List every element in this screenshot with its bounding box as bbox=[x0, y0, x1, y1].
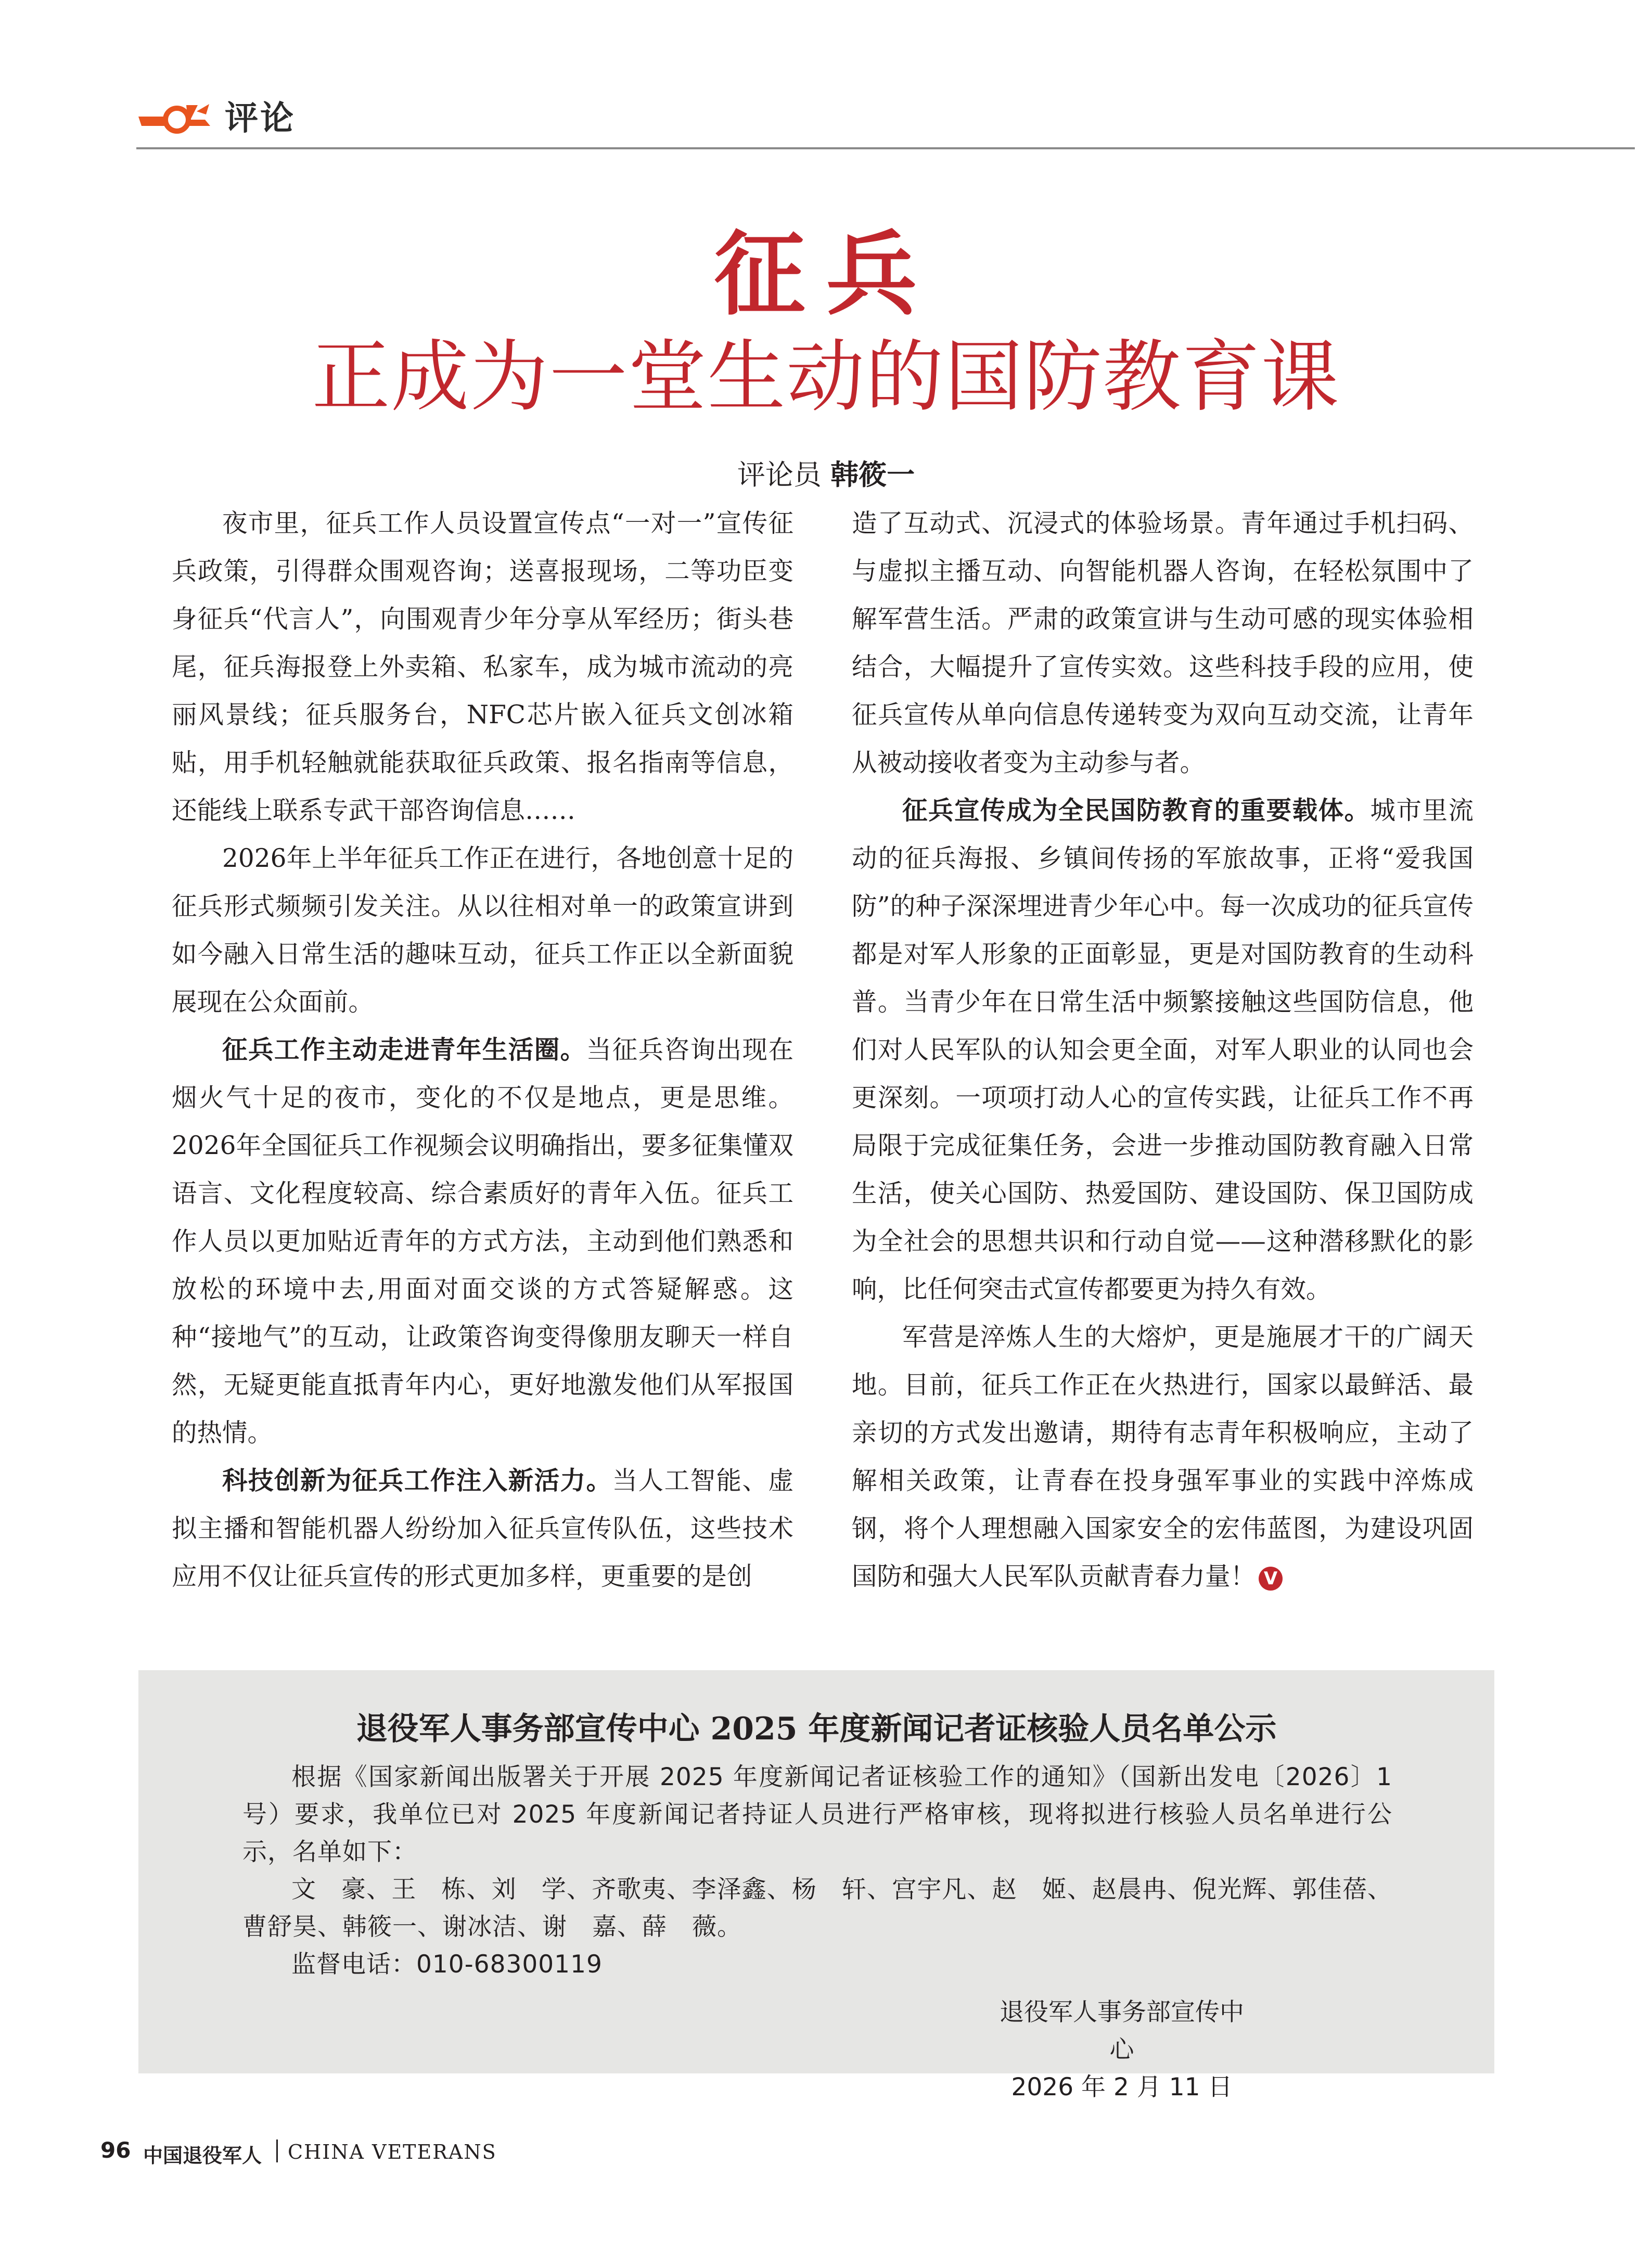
paragraph-6-text: 军营是淬炼人生的大熔炉，更是施展才干的广阔天地。目前，征兵工作正在火热进行，国家以最鲜活、最亲切的方式发出邀请，期待有志青年积极响应，主动了解相关政策，让青春在投身强军事业的实践中淬炼成钢，将个人理想融入国家安全的宏伟蓝图，为建设巩固国防和强大人民军队贡献青春力量！ bbox=[852, 1323, 1474, 1591]
magazine-name-en: CHINA VETERANS bbox=[288, 2141, 497, 2163]
paragraph-3 bbox=[172, 1026, 793, 1457]
article-column-left bbox=[172, 499, 793, 1600]
article-column-right bbox=[852, 499, 1474, 1600]
byline-author: 韩筱一 bbox=[830, 458, 915, 491]
paragraph-3-text: 当征兵咨询出现在烟火气十足的夜市，变化的不仅是地点，更是思维。2026年全国征兵工作视频会议明确指出，要多征集懂双语言、文化程度较高、综合素质好的青年入伍。征兵工作人员以更加贴近青年的方式方法，主动到他们熟悉和放松的环境中去,用面对面交谈的方式答疑解惑。这种“接地气”的互动，让政策咨询变得像朋友聊天一样自然，无疑更能直抵青年内心，更好地激发他们从军报国的热情。 bbox=[172, 1035, 793, 1447]
paragraph-4-lead: 科技创新为征兵工作注入新活力。 bbox=[222, 1466, 612, 1495]
article-title-sub: 正成为一堂生动的国防教育课 bbox=[312, 332, 1340, 422]
paragraph-2: 2026年上半年征兵工作正在进行，各地创意十足的征兵形式频频引发关注。从以往相对单一的政策宣讲到如今融入日常生活的趣味互动，征兵工作正以全新面貌展现在公众面前。 bbox=[172, 844, 793, 1017]
byline-role: 评论员 bbox=[737, 458, 822, 491]
page-header bbox=[136, 87, 1635, 145]
article-title-main: 征兵 bbox=[714, 221, 938, 328]
paragraph-3-lead: 征兵工作主动走进青年生活圈。 bbox=[222, 1035, 586, 1065]
paragraph-5-lead: 征兵宣传成为全民国防教育的重要载体。 bbox=[902, 796, 1371, 825]
paragraph-4-continued: 造了互动式、沉浸式的体验场景。青年通过手机扫码、与虚拟主播互动、向智能机器人咨询，在轻松氛围中了解军营生活。严肃的政策宣讲与生动可感的现实体验相结合，大幅提升了宣传实效。这些科技手段的应用，使征兵宣传从单向信息传递转变为双向互动交流，让青年从被动接收者变为主动参与者。 bbox=[852, 509, 1474, 777]
paragraph-6 bbox=[852, 1313, 1474, 1600]
notice-box bbox=[138, 1670, 1494, 2102]
notice-body bbox=[242, 1759, 1392, 1983]
magazine-logo-icon bbox=[136, 94, 214, 140]
notice-sign-org: 退役军人事务部宣传中心 bbox=[1000, 1998, 1244, 2064]
paragraph-5 bbox=[852, 787, 1474, 1313]
notice-sign-date: 2026 年 2 月 11 日 bbox=[1011, 2073, 1233, 2102]
header-divider bbox=[136, 147, 1635, 149]
end-mark-icon: V bbox=[1259, 1567, 1283, 1591]
notice-phone: 监督电话：010-68300119 bbox=[291, 1950, 603, 1979]
paragraph-4 bbox=[172, 1457, 793, 1600]
notice-signature bbox=[992, 1994, 1252, 2106]
article-byline bbox=[0, 453, 1652, 493]
notice-paragraph: 根据《国家新闻出版署关于开展 2025 年度新闻记者证核验工作的通知》（国新出发电〔2026〕1号）要求，我单位已对 2025 年度新闻记者持证人员进行严格审核，现将拟进行核验人员名单进行公示，名单如下： bbox=[242, 1763, 1392, 1866]
paragraph-4-text: 当人工智能、虚拟主播和智能机器人纷纷加入征兵宣传队伍，这些技术应用不仅让征兵宣传的形式更加多样，更重要的是创 bbox=[172, 1466, 793, 1591]
magazine-name-cn: 中国退役军人 bbox=[143, 2144, 262, 2167]
page-number: 96 bbox=[100, 2137, 131, 2163]
section-label: 评论 bbox=[225, 99, 296, 138]
notice-title: 退役军人事务部宣传中心 2025 年度新闻记者证核验人员名单公示 bbox=[356, 1711, 1277, 1747]
paragraph-5-text: 城市里流动的征兵海报、乡镇间传扬的军旅故事，正将“爱我国防”的种子深深埋进青少年心中。每一次成功的征兵宣传都是对军人形象的正面彰显，更是对国防教育的生动科普。当青少年在日常生活中频繁接触这些国防信息，他们对人民军队的认知会更全面，对军人职业的认同也会更深刻。一项项打动人心的宣传实践，让征兵工作不再局限于完成征集任务，会进一步推动国防教育融入日常生活，使关心国防、热爱国防、建设国防、保卫国防成为全社会的思想共识和行动自觉——这种潜移默化的影响，比任何突击式宣传都要更为持久有效。 bbox=[852, 796, 1474, 1304]
notice-names: 文 豪、王 栋、刘 学、齐歌夷、李泽鑫、杨 轩、宫宇凡、赵 姬、赵晨冉、倪光辉、郭佳蓓、曹舒昊、韩筱一、谢冰洁、谢 嘉、薛 薇。 bbox=[242, 1875, 1392, 1941]
footer-separator bbox=[276, 2139, 278, 2162]
paragraph-1: 夜市里，征兵工作人员设置宣传点“一对一”宣传征兵政策，引得群众围观咨询；送喜报现场，二等功臣变身征兵“代言人”，向围观青少年分享从军经历；街头巷尾，征兵海报登上外卖箱、私家车，成为城市流动的亮丽风景线；征兵服务台，NFC芯片嵌入征兵文创冰箱贴，用手机轻触就能获取征兵政策、报名指南等信息，还能线上联系专武干部咨询信息…… bbox=[172, 509, 793, 825]
